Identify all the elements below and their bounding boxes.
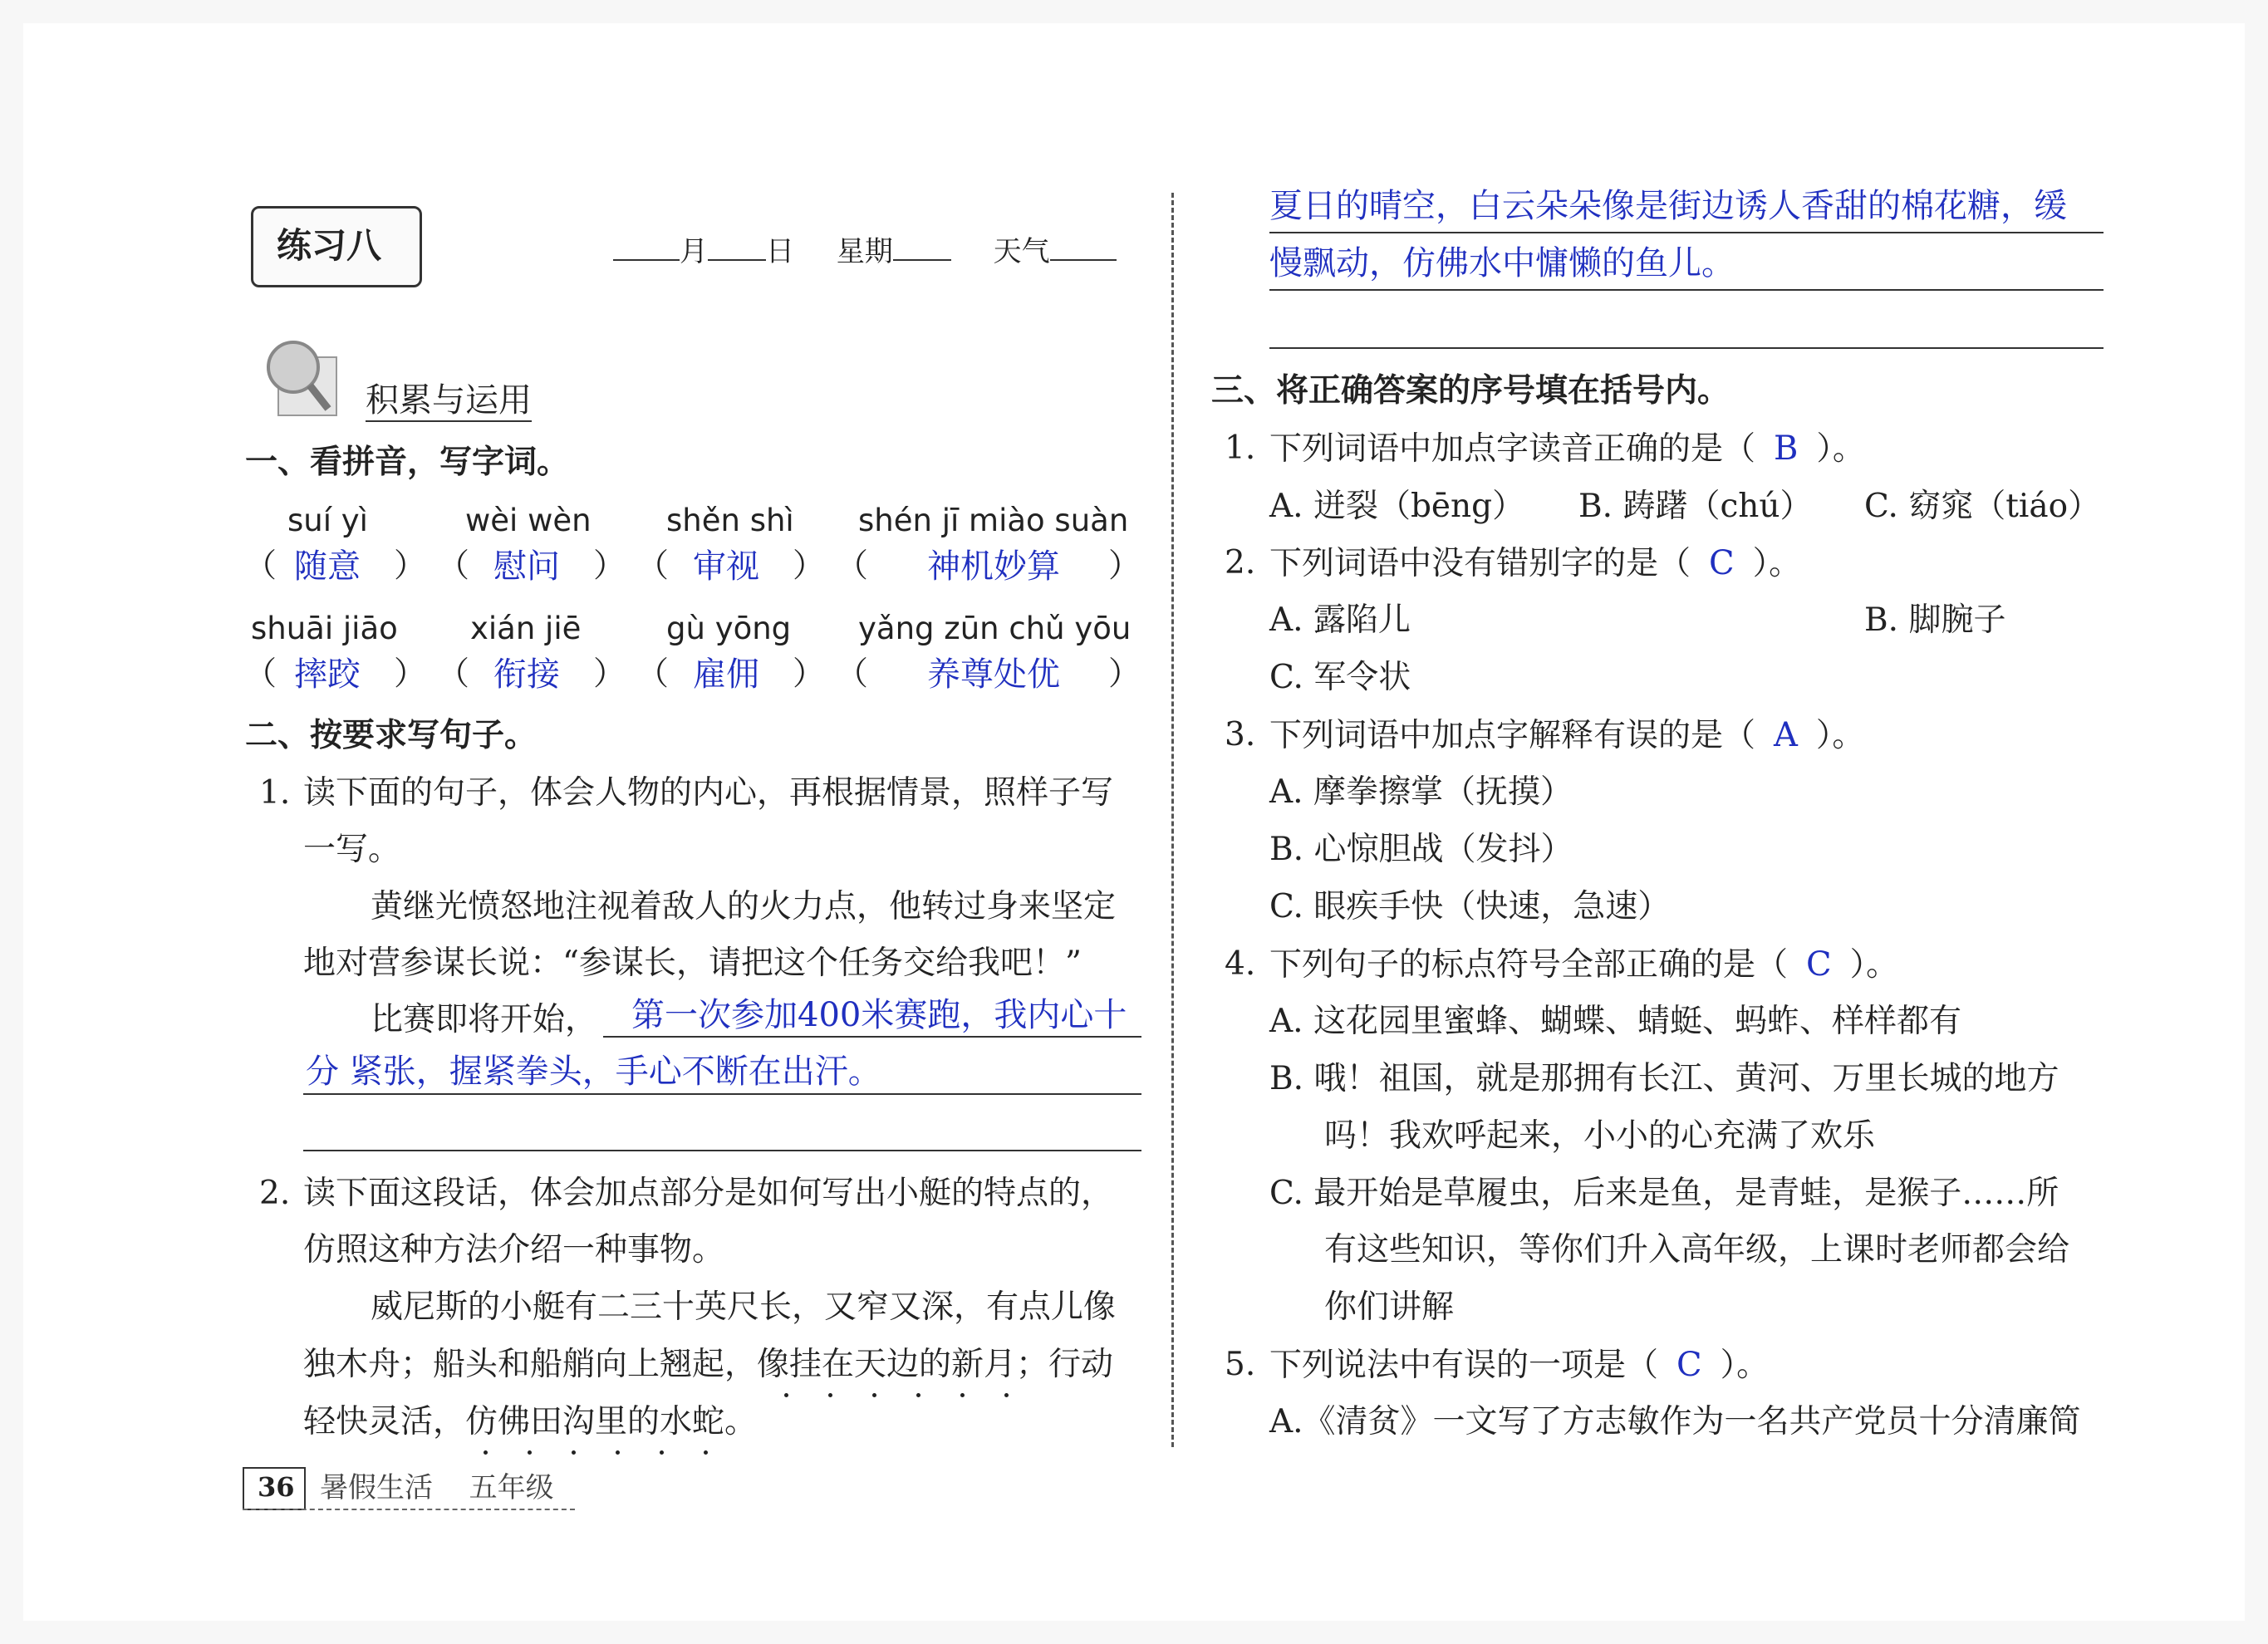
emphasis-dots [464,1442,728,1447]
paren-close: ） [394,655,427,693]
q2-para-line2: 独木舟；船头和船艄向上翘起，像挂在天边的新月；行动 [303,1346,1114,1383]
pinyin-5: shuāi jiāo [251,611,398,646]
footer-rule [243,1509,575,1510]
q2-item2-line1: 读下面这段话，体会加点部分是如何写出小艇的特点的， [303,1175,1114,1212]
q3-item4-opt-a: A. 这花园里蜜蜂、蝴蝶、蜻蜓、蚂蚱、样样都有 [1269,1003,1961,1040]
q3-item4-opt-c1: C. 最开始是草履虫，后来是鱼，是青蛙，是猴子……所 [1269,1175,2059,1212]
date-weather-line [613,235,1117,268]
paren-open: （ [836,655,869,693]
q2-para-line1: 威尼斯的小艇有二三十英尺长，又窄又深，有点儿像 [371,1288,1117,1326]
q3-item2-stem-text: 下列词语中没有错别字的是（ [1269,545,1691,582]
emphasis-dots [764,1385,1028,1390]
q3-item4-opt-c2: 有这些知识，等你们升入高年级，上课时老师都会给 [1324,1231,2070,1269]
q2-title: 二、按要求写句子。 [245,716,538,754]
q3-item1-num: 1. [1225,429,1256,467]
q2-item1-line1: 读下面的句子，体会人物的内心，再根据情景，照样子写 [303,774,1114,812]
q3-item1-stem [1269,429,1865,468]
footer-book-title [320,1471,554,1504]
q3-item4-stem-text: 下列句子的标点符号全部正确的是（ [1269,946,1789,984]
q2-item2-line2: 仿照这种方法介绍一种事物。 [303,1231,725,1269]
q3-item2-answer: C [1709,544,1735,582]
q3-title: 三、将正确答案的序号填在括号内。 [1211,371,1730,410]
answer-line [1269,347,2104,349]
q3-item4-opt-c3: 你们讲解 [1324,1288,1455,1326]
pinyin-2: wèi wèn [465,503,592,538]
q3-item3-answer: A [1774,716,1798,754]
q3-item1-answer: B [1774,429,1799,468]
answer-6: 衔接 [493,655,560,694]
q3-item1-end: ）。 [1816,430,1865,468]
pinyin-6: xián jiē [470,611,582,646]
paren-close: ） [593,655,626,693]
page-number: 36 [258,1471,295,1503]
paren-close: ） [793,547,826,585]
answer-4: 神机妙算 [927,547,1060,586]
answer-line [303,1150,1141,1151]
paren-open: （ [636,655,670,693]
q3-item3-end: ）。 [1815,717,1865,754]
q2-para-line3: 轻快灵活，仿佛田沟里的水蛇。 [303,1403,758,1440]
q3-item1-opt-a: A. 迸裂（bēng） [1269,488,1525,525]
magnifier-icon [253,332,345,424]
q1-title: 一、看拼音，写字词。 [245,443,570,481]
q3-item5-answer: C [1676,1346,1702,1384]
q3-item5-num: 5. [1225,1346,1256,1383]
pinyin-4: shén jī miào suàn [858,503,1129,538]
q3-item1-stem-text: 下列词语中加点字读音正确的是（ [1269,430,1756,468]
q3-item4-stem [1269,945,1899,984]
answer-row-2 [244,655,1141,694]
q3-item2-end: ）。 [1752,545,1802,582]
answer-line [1269,289,2104,291]
book-title: 暑假生活 [320,1471,433,1504]
paren-open: （ [437,655,470,693]
answer-1: 随意 [294,547,361,586]
paren-open: （ [836,547,869,585]
exercise-badge-label: 练习八 [277,225,382,266]
q3-item1-opt-c: C. 窈窕（tiáo） [1864,488,2101,525]
q3-item3-opt-c: C. 眼疾手快（快速，急速） [1269,888,1671,925]
grade: 五年级 [469,1471,554,1504]
q3-item5-stem-text: 下列说法中有误的一项是（ [1269,1347,1659,1384]
pinyin-8: yǎng zūn chǔ yōu [858,611,1132,646]
q3-item5-end: ）。 [1720,1347,1770,1384]
q3-item3-opt-b: B. 心惊胆战（发抖） [1269,831,1573,868]
q3-item3-stem-text: 下列词语中加点字解释有误的是（ [1269,717,1756,754]
q3-item4-opt-b1: B. 哦！祖国，就是那拥有长江、黄河、万里长城的地方 [1269,1060,2059,1097]
month-label: 月 [680,235,708,268]
pinyin-7: gù yōng [666,611,792,646]
q3-item3-opt-a: A. 摩拳擦掌（抚摸） [1269,773,1573,811]
q3-item2-opt-a: A. 露陷儿 [1269,601,1411,639]
q3-item1-opt-b: B. 踌躇（chú） [1578,488,1813,525]
paren-close: ） [1108,547,1141,585]
q3-item2-stem [1269,544,1802,582]
page-divider [1171,193,1174,1447]
q2-item2-num: 2. [259,1175,291,1212]
section-title: 积累与运用 [366,384,532,422]
answer-7: 雇佣 [693,655,759,694]
paren-open: （ [437,547,470,585]
paren-close: ） [793,655,826,693]
q2-prompt: 比赛即将开始， [371,1001,598,1038]
q2-answer-line1: 第一次参加400米赛跑，我内心十 [631,996,1127,1034]
pinyin-1: suí yì [287,503,368,538]
q2-answer-line2: 分 紧张，握紧拳头，手心不断在出汗。 [306,1053,881,1091]
weather-label: 天气 [993,235,1050,268]
answer-line [1269,232,2104,233]
answer-3: 审视 [693,547,759,586]
exercise-badge [251,206,422,287]
q3-item4-num: 4. [1225,945,1256,983]
paren-open: （ [244,547,277,585]
q2-example-line1: 黄继光愤怒地注视着敌人的火力点，他转过身来坚定 [371,888,1117,925]
page-number-box [243,1467,306,1510]
q3-item4-opt-b2: 吗！我欢呼起来，小小的心充满了欢乐 [1324,1117,1876,1155]
q3-item3-stem [1269,716,1865,754]
q3-item4-answer: C [1806,945,1832,984]
q2-example-line2: 地对营参谋长说：“参谋长，请把这个任务交给我吧！” [303,945,1082,982]
paren-open: （ [244,655,277,693]
day-label: 日 [766,235,794,268]
paren-close: ） [394,547,427,585]
q2-answer-right-line1: 夏日的晴空，白云朵朵像是街边诱人香甜的棉花糖，缓 [1269,187,2067,225]
answer-line [603,1036,1141,1038]
q3-item2-num: 2. [1225,544,1256,582]
q3-item2-opt-b: B. 脚腕子 [1864,601,2006,639]
weekday-label: 星期 [836,235,893,268]
answer-8: 养尊处优 [927,655,1060,694]
q3-item2-opt-c: C. 军令状 [1269,659,1411,696]
q3-item5-stem [1269,1346,1770,1384]
paren-close: ） [593,547,626,585]
q2-item1-line2: 一写。 [303,831,401,868]
answer-line [303,1093,1141,1095]
paren-open: （ [636,547,670,585]
q2-answer-right-line2: 慢飘动，仿佛水中慵懒的鱼儿。 [1269,244,1735,282]
pinyin-3: shěn shì [666,503,794,538]
q3-item3-num: 3. [1225,716,1256,753]
q2-item1-num: 1. [259,774,291,812]
answer-2: 慰问 [493,547,560,586]
paren-close: ） [1108,655,1141,693]
answer-5: 摔跤 [294,655,361,694]
q3-item4-end: ）。 [1849,946,1899,984]
q3-item5-opt-a: A.《清贫》一文写了方志敏作为一名共产党员十分清廉简 [1269,1403,2081,1440]
answer-row-1 [244,547,1141,586]
